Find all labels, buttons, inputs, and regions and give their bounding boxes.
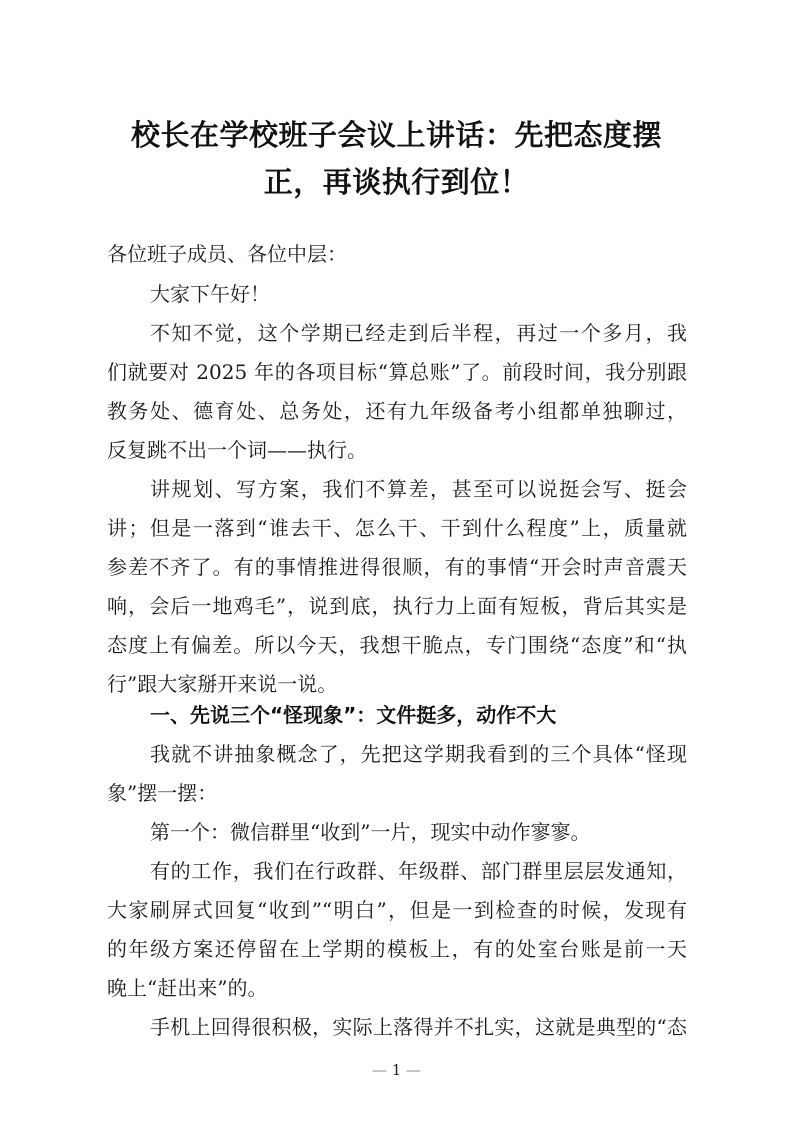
- greeting: 大家下午好！: [150, 282, 270, 306]
- section-paragraph-3-line-2: 大家刷屏式回复“收到”“明白”，但是一到检查的时候，发现有: [107, 898, 687, 922]
- paragraph-2-line-3: 参差不齐了。有的事情推进得很顺，有的事情“开会时声音震天: [107, 555, 687, 579]
- paragraph-2-line-6: 行”跟大家掰开来说一说。: [107, 672, 338, 696]
- paragraph-1-line-3: 教务处、德育处、总务处，还有九年级备考小组都单独聊过，: [107, 399, 687, 423]
- salutation: 各位班子成员、各位中层：: [107, 242, 347, 266]
- section-paragraph-3-line-3: 的年级方案还停留在上学期的模板上，有的处室台账是前一天: [107, 937, 687, 961]
- page-number-dash-right: —: [406, 1061, 422, 1079]
- page-number: [0, 1061, 793, 1079]
- paragraph-2-line-2: 讲；但是一落到“谁去干、怎么干、干到什么程度”上，质量就: [107, 516, 687, 540]
- paragraph-1-line-4: 反复跳不出一个词——执行。: [107, 438, 367, 462]
- title-line-1: 校长在学校班子会议上讲话：先把态度摆: [130, 118, 662, 152]
- page-number-dash-left: —: [371, 1061, 387, 1079]
- section-paragraph-3-line-1: 有的工作，我们在行政群、年级群、部门群里层层发通知，: [150, 859, 687, 883]
- section-paragraph-3-line-4: 晚上“赶出来”的。: [107, 976, 268, 1000]
- title-line-2: 正，再谈执行到位！: [263, 165, 530, 199]
- paragraph-2-line-5: 态度上有偏差。所以今天，我想干脆点，专门围绕“态度”和“执: [107, 633, 687, 657]
- section-paragraph-4-line-1: 手机上回得很积极，实际上落得并不扎实，这就是典型的“态: [150, 1015, 687, 1039]
- paragraph-1-line-2: 们就要对 2025 年的各项目标“算总账”了。前段时间，我分别跟: [107, 360, 687, 384]
- section-paragraph-1-line-2: 象”摆一摆：: [107, 781, 218, 805]
- document-title: [100, 112, 693, 206]
- page-number-value: 1: [391, 1061, 402, 1079]
- section-paragraph-2-line-1: 第一个：微信群里“收到”一片，现实中动作寥寥。: [150, 820, 591, 844]
- paragraph-2-line-1: 讲规划、写方案，我们不算差，甚至可以说挺会写、挺会: [150, 477, 687, 501]
- section-paragraph-1-line-1: 我就不讲抽象概念了，先把这学期我看到的三个具体“怪现: [150, 742, 687, 766]
- paragraph-2-line-4: 响，会后一地鸡毛”，说到底，执行力上面有短板，背后其实是: [107, 594, 687, 618]
- paragraph-1-line-1: 不知不觉，这个学期已经走到后半程，再过一个多月，我: [150, 321, 687, 345]
- section-heading: 一、先说三个“怪现象”：文件挺多，动作不大: [150, 703, 557, 727]
